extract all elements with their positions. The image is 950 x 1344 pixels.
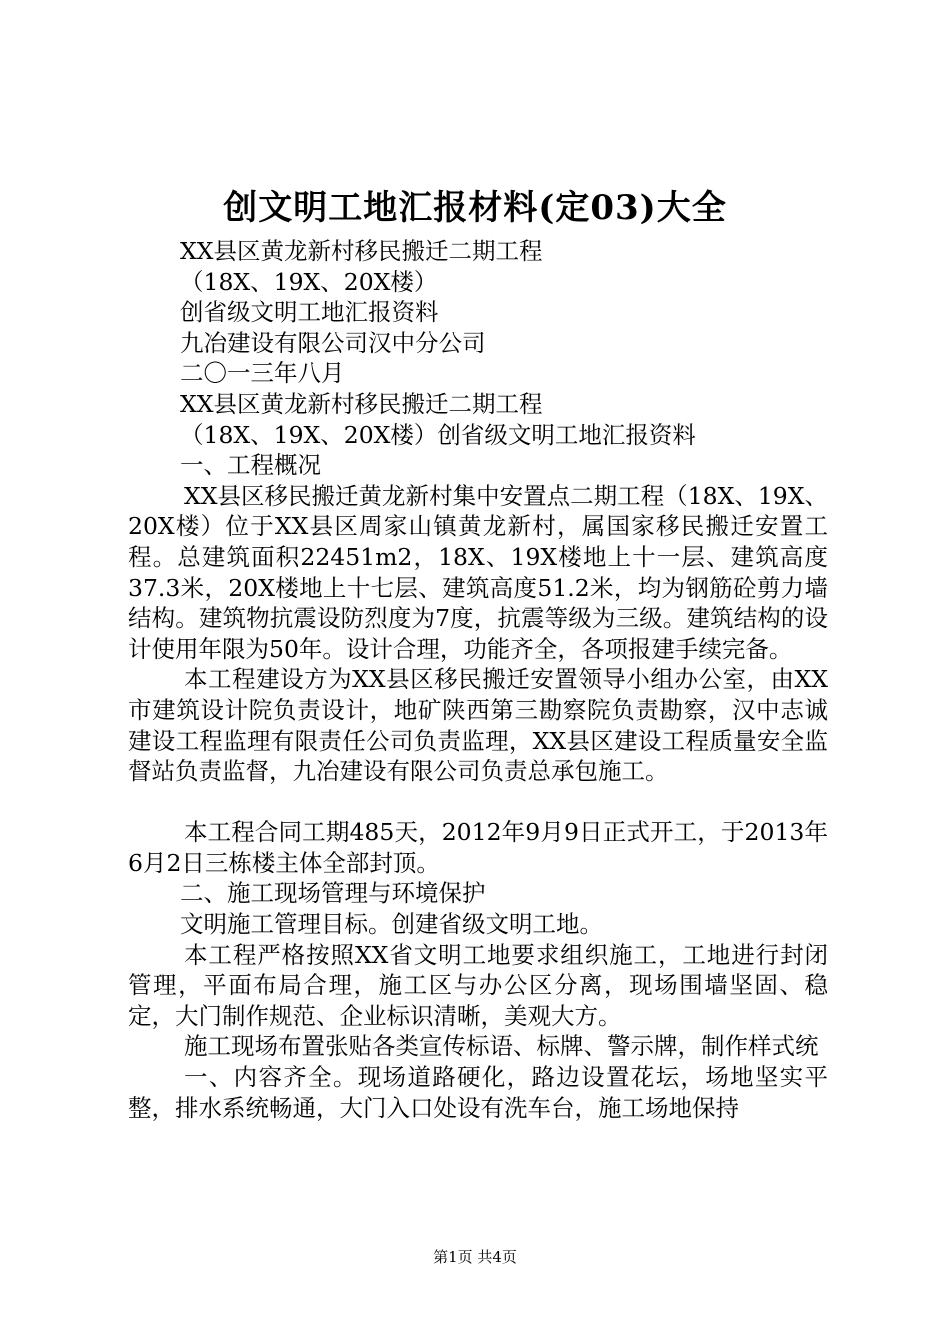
cover-line-company: 九冶建设有限公司汉中分公司: [180, 328, 486, 357]
paragraph-parties: 本工程建设方为XX县区移民搬迁安置领导小组办公室，由XX市建筑设计院负责设计，地矿陕西第三勘察院负责勘察，汉中志诚建设工程监理有限责任公司负责监理，XX县区建设工程质量安全监督站负责监督，九冶建设有限公司负责总承包施工。: [128, 665, 828, 786]
cover-line-project: XX县区黄龙新村移民搬迁二期工程: [180, 237, 543, 265]
cover-line-buildings: （18X、19X、20X楼）: [180, 267, 438, 296]
cover-line-date: 二〇一三年八月: [180, 359, 345, 388]
page-footer: 第1页 共4页: [433, 1248, 517, 1266]
heading-project: XX县区黄龙新村移民搬迁二期工程: [180, 389, 543, 418]
document-title: 创文明工地汇报材料(定03)大全: [223, 188, 727, 228]
document-body: [128, 236, 828, 1123]
goal-line: 文明施工管理目标。创建省级文明工地。: [180, 910, 603, 939]
section-heading-overview: 一、工程概况: [180, 451, 321, 480]
section-heading-site-management: 二、施工现场管理与环境保护: [180, 879, 486, 908]
paragraph-overview: XX县区移民搬迁黄龙新村集中安置点二期工程（18X、19X、20X楼）位于XX县区周家山镇黄龙新村，属国家移民搬迁安置工程。总建筑面积22451m2，18X、19X楼地上十一层、建筑高度37.3米，20X楼地上十七层、建筑高度51.2米，均为钢筋砼剪力墙结构。建筑物抗震设防烈度为7度，抗震等级为三级。建筑结构的设计使用年限为50年。设计合理，功能齐全，各项报建手续完备。: [128, 481, 828, 663]
heading-subject: （18X、19X、20X楼）创省级文明工地汇报资料: [180, 420, 696, 449]
paragraph-content: 一、内容齐全。现场道路硬化，路边设置花坛，场地坚实平整，排水系统畅通，大门入口处设有洗车台，施工场地保持: [128, 1063, 828, 1122]
cover-line-subject: 创省级文明工地汇报资料: [180, 298, 439, 327]
paragraph-site-layout: 本工程严格按照XX省文明工地要求组织施工，工地进行封闭管理，平面布局合理，施工区与办公区分离，现场围墙坚固、稳定，大门制作规范、企业标识清晰，美观大方。: [128, 940, 828, 1030]
paragraph-schedule: 本工程合同工期485天，2012年9月9日正式开工，于2013年6月2日三栋楼主体全部封顶。: [128, 818, 828, 877]
blank-line: [128, 787, 828, 818]
paragraph-signage: 施工现场布置张贴各类宣传标语、标牌、警示牌，制作样式统: [184, 1032, 819, 1061]
